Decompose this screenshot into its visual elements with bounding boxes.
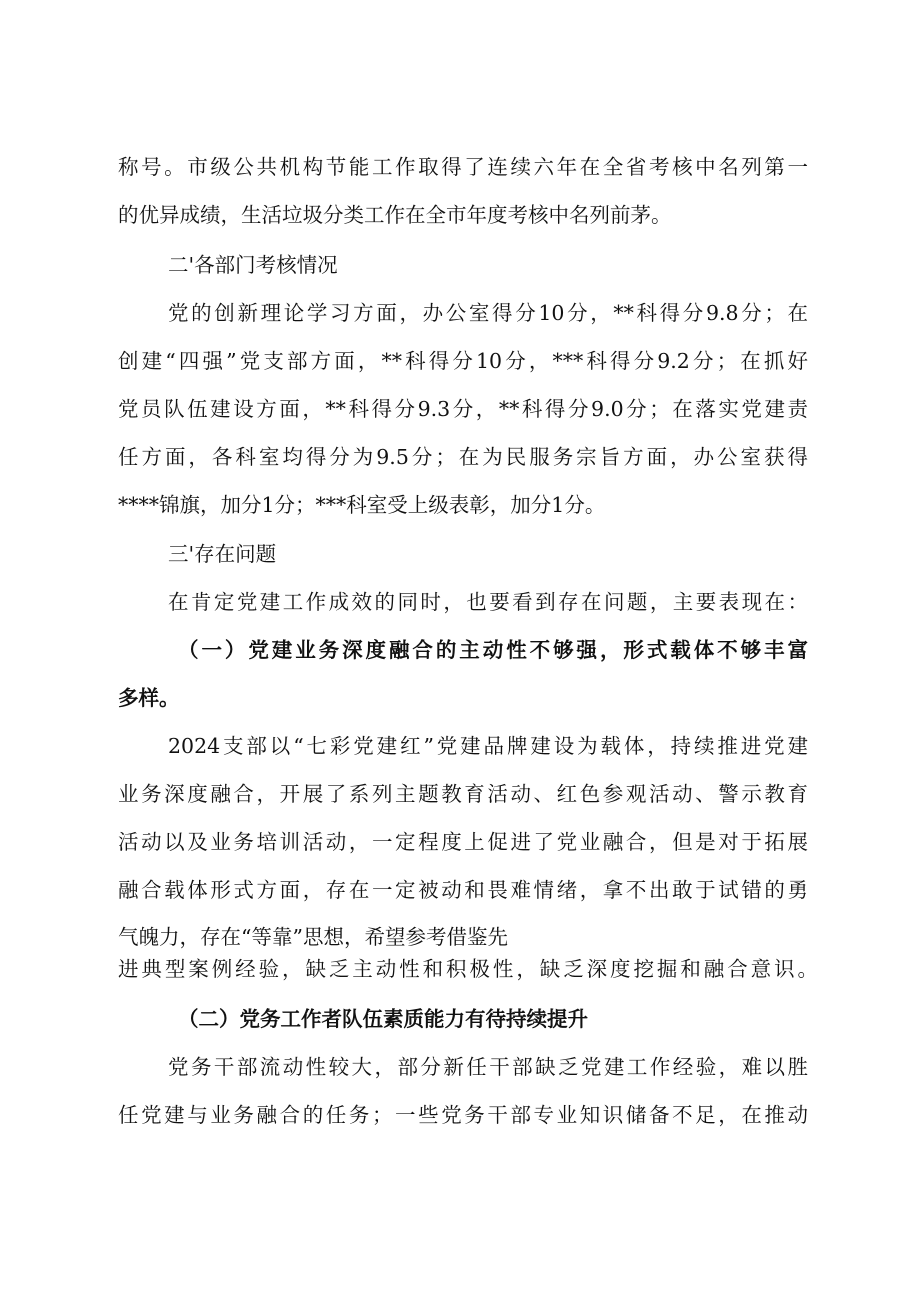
text-line: 称号。市级公共机构节能工作取得了连续六年在全省考核中名列第一 — [118, 155, 808, 179]
subsection-heading: （二）党务工作者队伍素质能力有待持续提升 — [178, 1007, 588, 1031]
text-line: 融合载体形式方面，存在一定被动和畏难情绪，拿不出敢于试错的勇 — [118, 878, 808, 902]
section-heading: 三'存在问题 — [168, 542, 277, 566]
text-line: 创建“四强”党支部方面，**科得分10分，***科得分9.2分；在抓好 — [118, 349, 808, 373]
text-line: 党务干部流动性较大，部分新任干部缺乏党建工作经验，难以胜 — [168, 1055, 808, 1079]
text-line: 党员队伍建设方面，**科得分9.3分，**科得分9.0分；在落实党建责 — [118, 397, 808, 421]
subsection-heading-continued: 多样。 — [118, 686, 180, 710]
text-line: 在肯定党建工作成效的同时，也要看到存在问题，主要表现在： — [168, 590, 808, 614]
section-heading: 二'各部门考核情况 — [168, 253, 338, 277]
text-line: 气魄力，存在“等靠”思想，希望参考借鉴先 — [118, 925, 508, 949]
text-line: 任党建与业务融合的任务；一些党务干部专业知识储备不足，在推动 — [118, 1103, 808, 1127]
text-line: 党的创新理论学习方面，办公室得分10分，**科得分9.8分；在 — [168, 301, 808, 325]
text-line: 业务深度融合，开展了系列主题教育活动、红色参观活动、警示教育 — [118, 782, 808, 806]
text-line: 活动以及业务培训活动，一定程度上促进了党业融合，但是对于拓展 — [118, 830, 808, 854]
subsection-heading: （一）党建业务深度融合的主动性不够强，形式载体不够丰富 — [178, 638, 808, 662]
text-line: 任方面，各科室均得分为9.5分；在为民服务宗旨方面，办公室获得 — [118, 445, 808, 469]
text-line: 的优异成绩，生活垃圾分类工作在全市年度考核中名列前茅。 — [118, 203, 672, 227]
text-line: 2024支部以“七彩党建红”党建品牌建设为载体，持续推进党建 — [168, 734, 808, 758]
text-line: 进典型案例经验，缺乏主动性和积极性，缺乏深度挖掘和融合意识。 — [118, 957, 818, 981]
text-line: ****锦旗，加分1分；***科室受上级表彰，加分1分。 — [118, 493, 606, 517]
